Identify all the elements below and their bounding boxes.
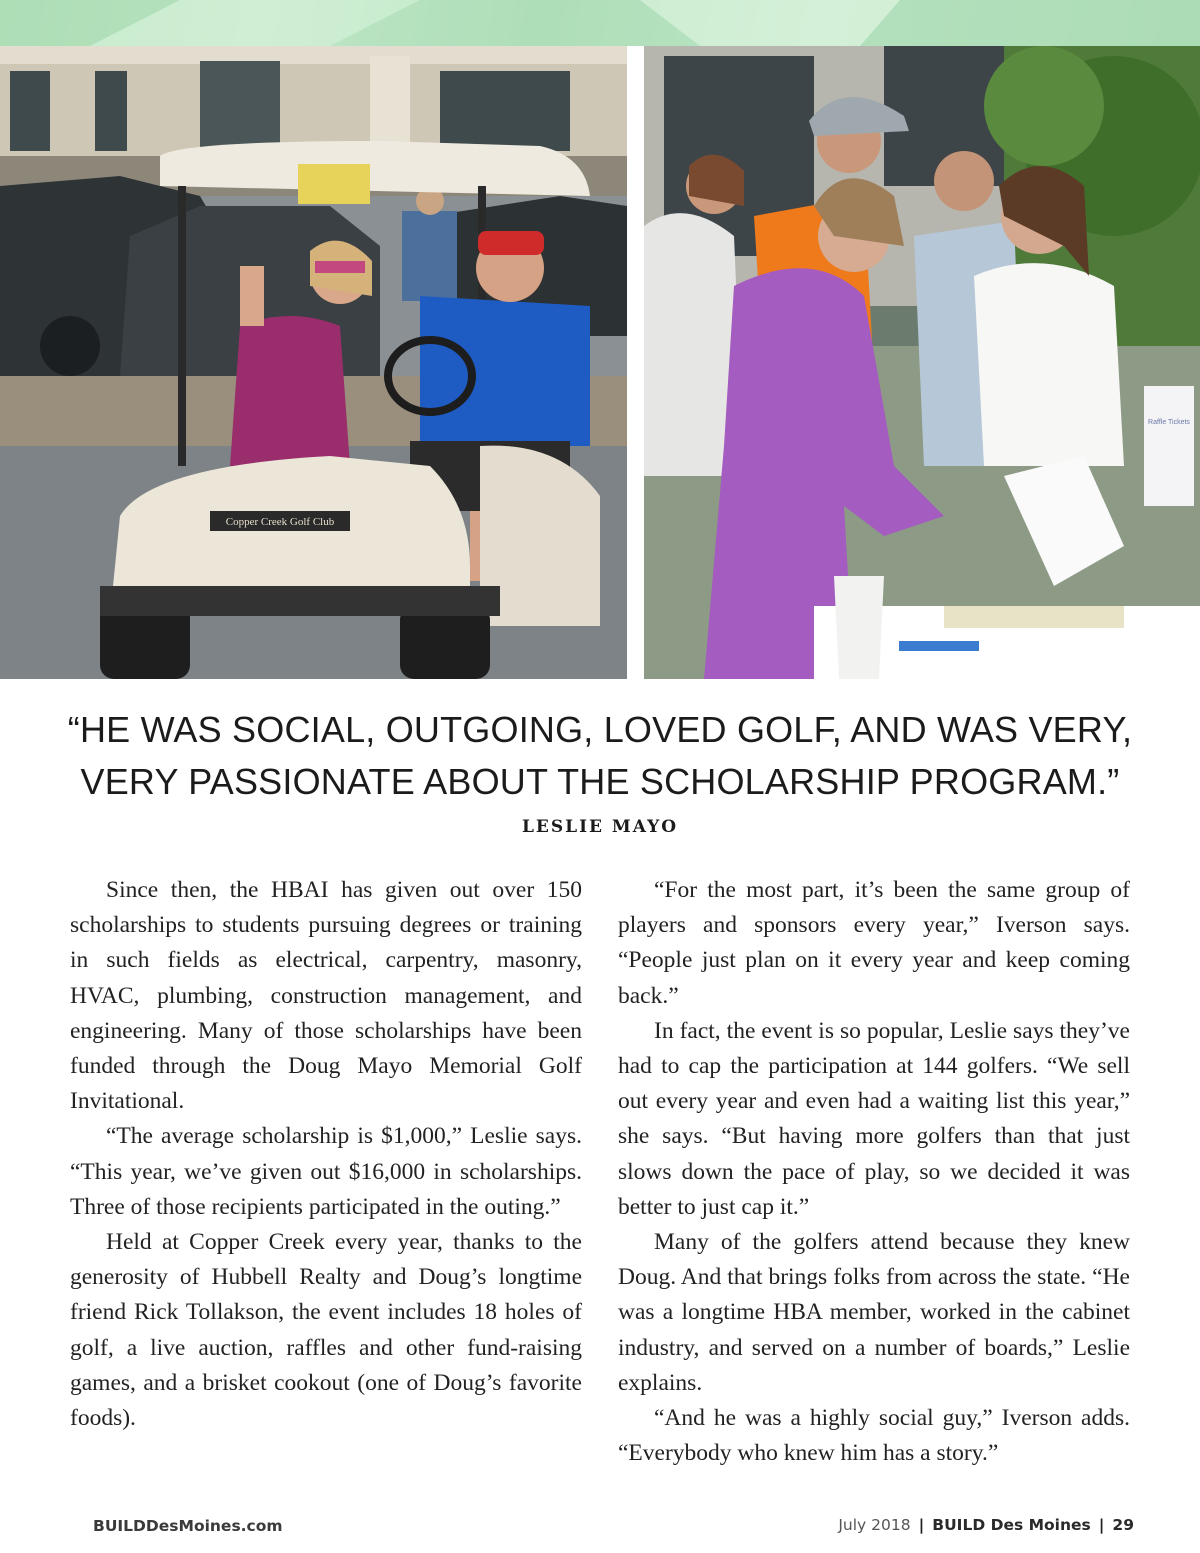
quote-attribution: LESLIE MAYO — [521, 817, 679, 837]
cart-plate-text: Copper Creek Golf Club — [225, 516, 335, 528]
header-decorative-band — [0, 0, 1200, 46]
footer-website-link[interactable]: BUILDDesMoines.com — [93, 1517, 283, 1535]
magazine-name: BUILD Des Moines — [932, 1516, 1091, 1534]
pull-quote-line-2: VERY PASSIONATE ABOUT THE SCHOLARSHIP PROGRAM.” — [80, 761, 1120, 802]
paragraph: Held at Copper Creek every year, thanks to the generosity of Hubbell Realty and Doug’s longtime friend Rick Tollakson, the event includes 18 holes of golf, a live auction, raffles and other fund-raising games, and a brisket cookout (one of Doug’s favorite foods). — [70, 1229, 582, 1432]
footer-folio — [838, 1516, 1134, 1534]
article-column-left — [70, 873, 582, 1436]
paragraph: In fact, the event is so popular, Leslie says they’ve had to cap the participation at 144 golfers. “We sell out every year and even had a waiting list this year,” she says. “But having more golfers than that just slows down the pace of play, so we decided it was better to just cap it.” — [618, 1017, 1130, 1220]
issue-date: July 2018 — [838, 1516, 911, 1534]
pull-quote-line-1: “HE WAS SOCIAL, OUTGOING, LOVED GOLF, AND WAS VERY, — [67, 709, 1133, 750]
registration-table-photo — [644, 46, 1200, 679]
page-number: 29 — [1112, 1516, 1134, 1534]
folio-separator: | — [1098, 1516, 1105, 1534]
band-pattern — [0, 0, 1200, 46]
article-column-right — [618, 873, 1130, 1471]
paragraph: “And he was a highly social guy,” Iverson adds. “Everybody who knew him has a story.” — [618, 1405, 1130, 1467]
pull-quote — [60, 704, 1140, 808]
paragraph: “For the most part, it’s been the same group of players and sponsors every year,” Iverson says. “People just plan on it every year and keep coming back.” — [618, 877, 1130, 1009]
golf-cart-photo — [0, 46, 627, 679]
raffle-sign-text: Raffle Tickets — [1148, 419, 1190, 426]
paragraph: Since then, the HBAI has given out over 150 scholarships to students pursuing degrees or training in such fields as electrical, carpentry, masonry, HVAC, plumbing, construction management, and engineering. Many of those scholarships have been funded through the Doug Mayo Memorial Golf Invitational. — [70, 877, 582, 1115]
folio-separator: | — [918, 1516, 925, 1534]
paragraph: “The average scholarship is $1,000,” Leslie says. “This year, we’ve given out $16,000 in scholarships. Three of those recipients participated in the outing.” — [70, 1123, 582, 1220]
paragraph: Many of the golfers attend because they knew Doug. And that brings folks from across the state. “He was a longtime HBA member, worked in the cabinet industry, and served on a number of boards,” Leslie explains. — [618, 1229, 1130, 1396]
